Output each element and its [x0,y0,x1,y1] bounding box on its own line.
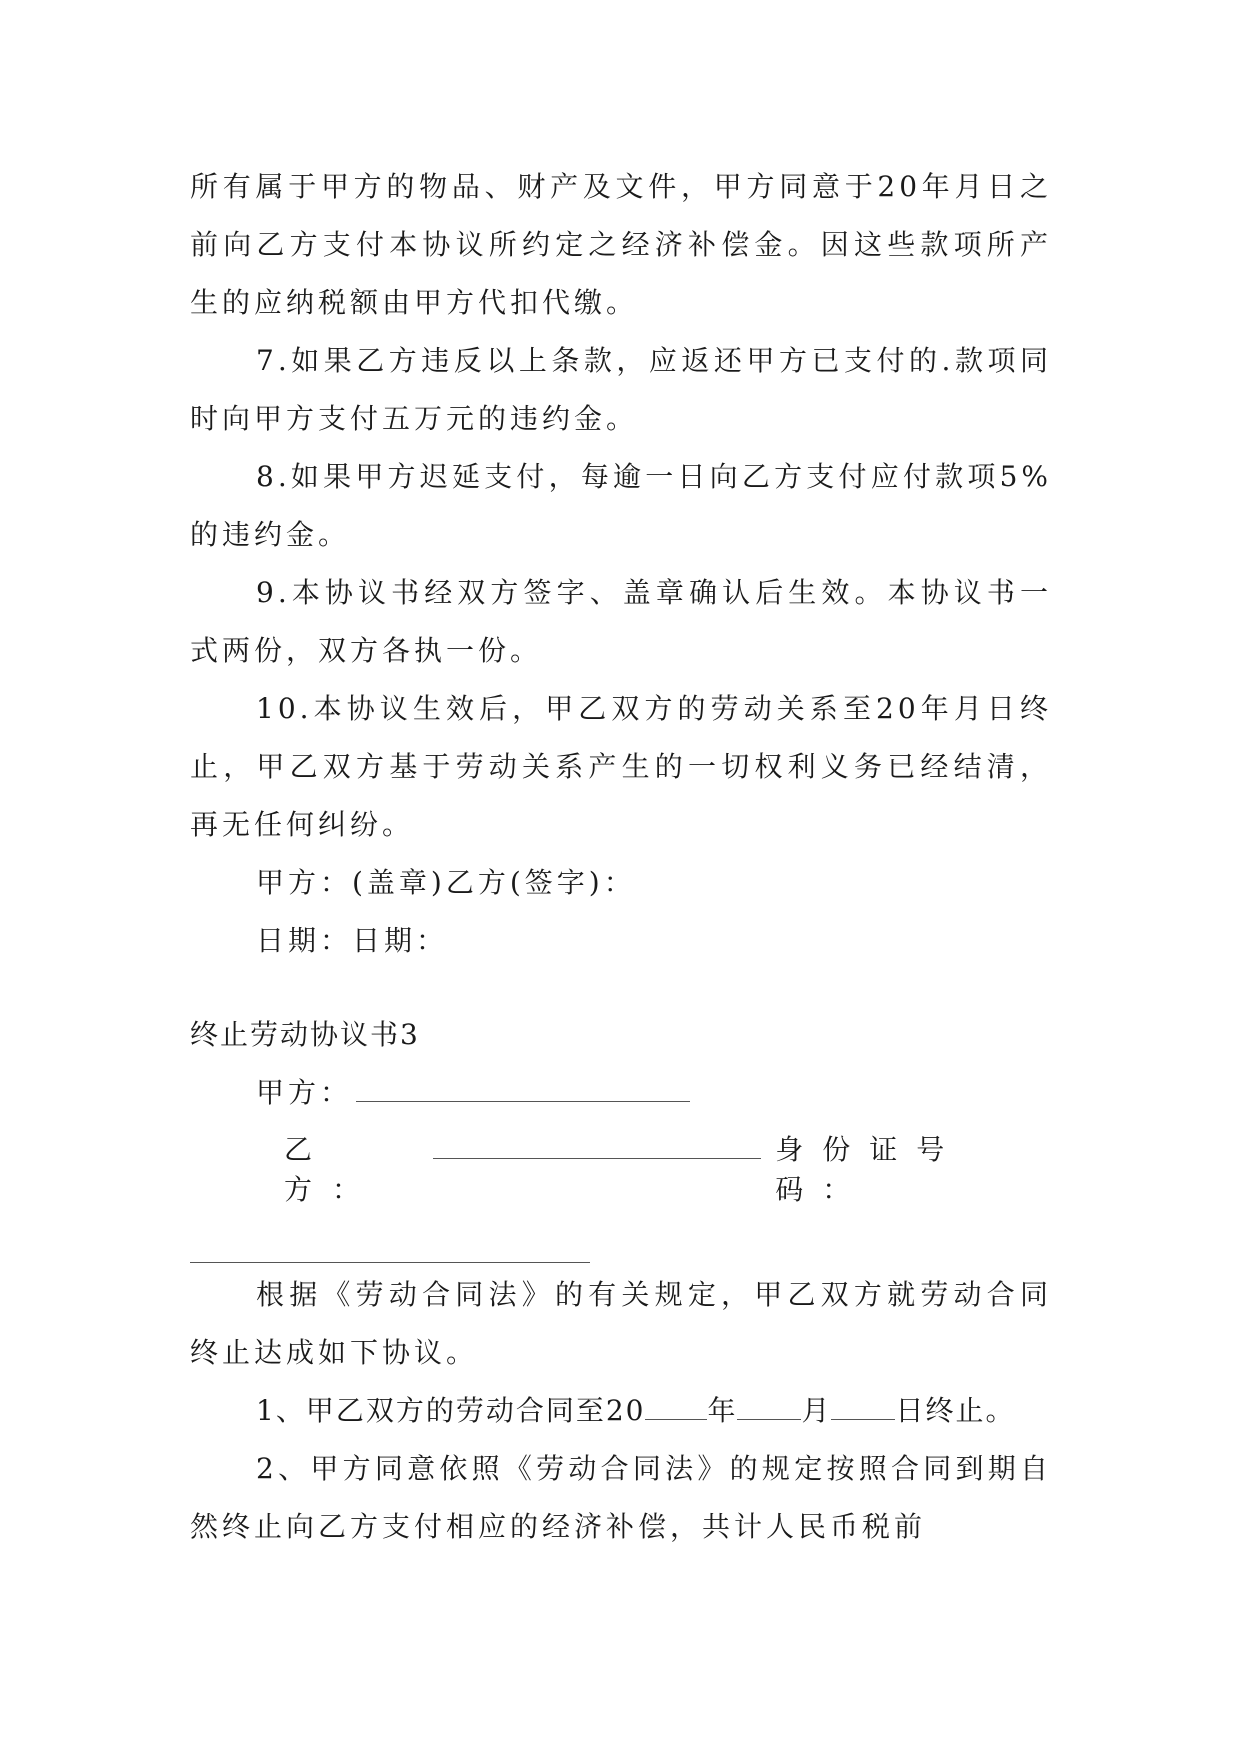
party-b-line [190,1122,1052,1208]
party-a-label: 甲方： [256,1076,353,1109]
intro-paragraph: 根据《劳动合同法》的有关规定，甲乙双方就劳动合同终止达成如下协议。 [190,1278,1052,1369]
id-number-label: 身份证号码： [775,1133,964,1206]
item-1-prefix: 1、甲乙双方的劳动合同至20 [256,1394,646,1427]
item-2: 2、甲方同意依照《劳动合同法》的规定按照合同到期自然终止向乙方支付相应的经济补偿，共计人民币税前 [190,1452,1052,1543]
day-blank [831,1383,895,1420]
month-blank [737,1383,801,1420]
party-b-blank [433,1122,761,1159]
party-a-line [190,1064,1052,1122]
item-1-suffix: 日终止。 [895,1394,1016,1427]
party-a-blank [356,1065,690,1102]
clause-6-continued: 所有属于甲方的物品、财产及文件，甲方同意于20年月日之前向乙方支付本协议所约定之经济补偿金。因这些款项所产生的应纳税额由甲方代扣代缴。 [190,170,1052,319]
id-number-blank [190,1226,590,1263]
clause-8: 8.如果甲方迟延支付，每逾一日向乙方支付应付款项5%的违约金。 [190,460,1052,551]
date-line: 日期：日期： [256,924,449,957]
signature-line: 甲方：(盖章)乙方(签字)： [256,866,636,899]
clause-7: 7.如果乙方违反以上条款，应返还甲方已支付的.款项同时向甲方支付五万元的违约金。 [190,344,1052,435]
year-blank [645,1383,707,1420]
party-b-label: 乙方： [284,1133,381,1206]
item-1-year: 年 [707,1394,738,1427]
document-body [190,158,1052,1556]
section-gap [190,970,1052,1006]
item-1 [190,1382,1052,1440]
clause-9: 9.本协议书经双方签字、盖章确认后生效。本协议书一式两份，双方各执一份。 [190,576,1052,667]
clause-10: 10.本协议生效后，甲乙双方的劳动关系至20年月日终止，甲乙双方基于劳动关系产生的一切权利义务已经结清，再无任何纠纷。 [190,692,1052,841]
item-1-month: 月 [801,1394,832,1427]
section-title: 终止劳动协议书3 [190,1018,420,1051]
id-number-row [190,1208,1052,1266]
